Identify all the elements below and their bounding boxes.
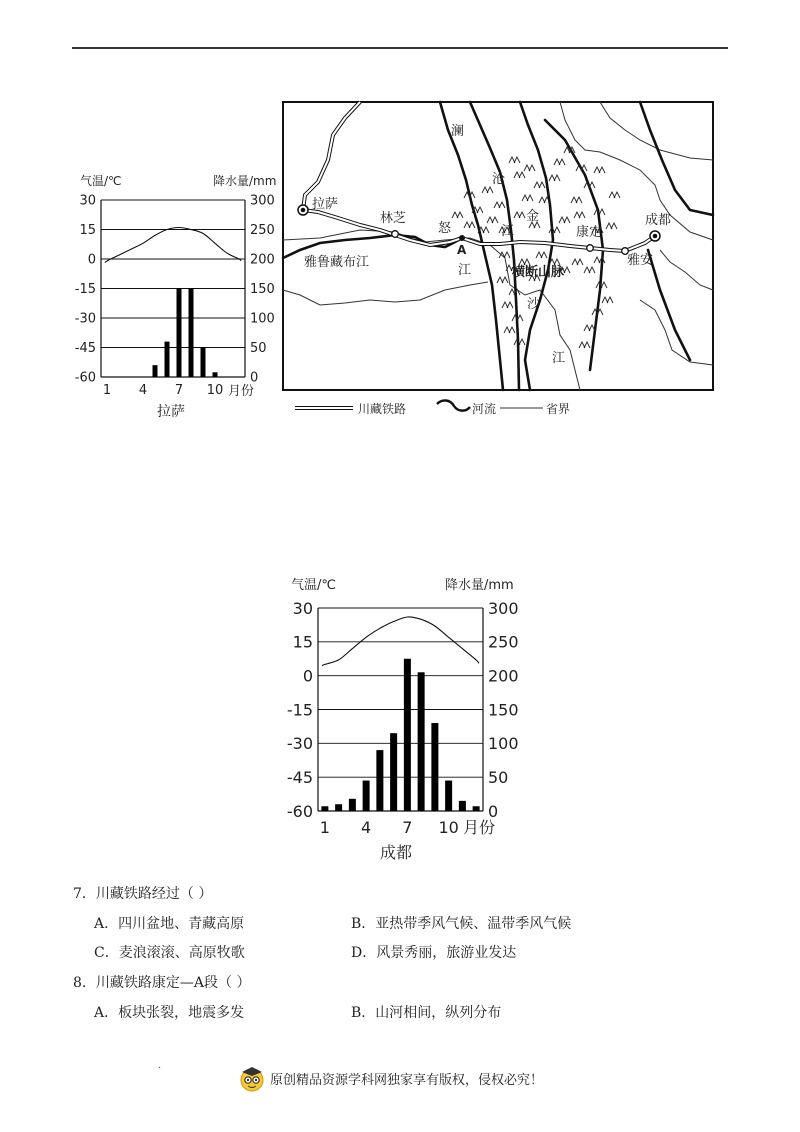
lhasa-precip-tick-label: 300 xyxy=(250,193,275,209)
chengdu-month-tick-label: 1 xyxy=(319,818,330,837)
question-7-option-d[interactable]: D．风景秀丽，旅游业发达 xyxy=(351,945,517,961)
chengdu-label: 成都 xyxy=(645,213,672,228)
question-7-stem: 7．川藏铁路经过（ ） xyxy=(73,886,213,902)
lhasa-precip-bar xyxy=(189,289,194,378)
lhasa-month-tick-label: 7 xyxy=(174,383,184,398)
lhasa-temp-tick-label: -45 xyxy=(74,341,96,357)
chengdu-month-tick-label: 7 xyxy=(402,818,413,837)
lhasa-precip-bar xyxy=(177,289,182,378)
lhasa-precip-unit-label: 降水量/mm xyxy=(213,174,277,188)
question-7-option-a[interactable]: A．四川盆地、青藏高原 xyxy=(94,916,245,932)
legend-river-symbol xyxy=(437,400,470,410)
chengdu-temp-tick-label: -60 xyxy=(286,801,313,821)
footer xyxy=(238,1064,543,1092)
lhasa-climate-chart xyxy=(62,168,282,428)
chengdu-month-ticks xyxy=(320,818,459,837)
nu-river-label-2: 江 xyxy=(458,263,472,278)
lhasa-precip-tick-label: 0 xyxy=(250,370,259,386)
lhasa-month-tick-label: 10 xyxy=(206,383,224,398)
chengdu-precip-tick-label: 100 xyxy=(488,734,519,754)
chengdu-temp-tick-label: 15 xyxy=(292,632,313,652)
chengdu-month-tick-label: 4 xyxy=(361,818,372,837)
chengdu-precip-ticks xyxy=(488,599,519,821)
lhasa-temp-line xyxy=(105,228,241,263)
chengdu-precip-tick-label: 0 xyxy=(488,801,499,821)
nyingchi-label: 林芝 xyxy=(380,211,407,226)
chengdu-precip-bar xyxy=(418,672,425,811)
chengdu-temp-tick-label: 0 xyxy=(302,666,313,686)
lhasa-precip-bar xyxy=(165,342,170,377)
chengdu-temp-curve xyxy=(322,617,479,666)
lhasa-precip-tick-label: 250 xyxy=(250,223,275,239)
chengdu-precip-bar xyxy=(404,659,411,811)
lhasa-temp-tick-label: -60 xyxy=(74,370,96,386)
chengdu-precip-tick-label: 250 xyxy=(488,632,519,652)
nyingchi-marker xyxy=(392,231,399,238)
lhasa-temp-ticks xyxy=(75,194,96,386)
chengdu-temp-ticks xyxy=(287,599,313,821)
lhasa-precip-tick-label: 100 xyxy=(250,311,275,327)
lancang-river-label-1: 澜 xyxy=(451,124,465,139)
lhasa-temp-tick-label: 30 xyxy=(79,193,96,209)
chengdu-precip-tick-label: 200 xyxy=(488,666,519,686)
question-7-option-b[interactable]: B．亚热带季风气候、温带季风气候 xyxy=(351,916,572,932)
chengdu-gridlines xyxy=(318,608,483,811)
chengdu-climate-chart xyxy=(280,572,520,872)
lhasa-month-tick-label: 4 xyxy=(138,383,148,398)
chengdu-precip-bar xyxy=(376,750,383,811)
lhasa-temp-tick-label: -30 xyxy=(74,311,96,327)
chengdu-precip-bar xyxy=(321,806,328,811)
legend-railway-label: 川藏铁路 xyxy=(358,402,407,416)
chengdu-precip-bar xyxy=(431,723,438,811)
chengdu-temp-unit-label: 气温/℃ xyxy=(291,578,336,593)
legend-river-label: 河流 xyxy=(472,402,497,416)
chengdu-precip-tick-label: 300 xyxy=(488,598,519,618)
header-rule xyxy=(72,47,728,49)
lhasa-month-tick-label: 1 xyxy=(102,383,112,398)
sichuan-tibet-railway-map xyxy=(280,100,718,422)
hengduan-mountains-label: 横断山脉 xyxy=(512,265,565,280)
lhasa-precip-bar xyxy=(153,365,158,377)
chengdu-precip-bars xyxy=(321,659,479,811)
lhasa-precip-bar xyxy=(201,348,206,378)
point-a-label: A xyxy=(457,243,467,257)
nu-river-label-1: 怒 xyxy=(438,221,452,236)
chengdu-precip-tick-label: 150 xyxy=(488,700,519,720)
question-8-option-b[interactable]: B．山河相间，纵列分布 xyxy=(351,1005,502,1021)
lhasa-temp-tick-label: 15 xyxy=(79,223,96,239)
lhasa-temp-curve xyxy=(105,228,241,263)
lhasa-precip-ticks xyxy=(250,194,275,386)
copyright-notice: 原创精品资源学科网独家享有版权，侵权必究！ xyxy=(270,1072,544,1088)
lhasa-precip-bar xyxy=(213,372,218,377)
footer-dot: . xyxy=(158,1060,162,1071)
chengdu-temp-tick-label: -45 xyxy=(286,767,313,787)
question-7-option-c[interactable]: C．麦浪滚滚、高原牧歌 xyxy=(94,945,245,961)
jinsha-river-label-3: 江 xyxy=(552,351,566,366)
lhasa-city-label: 拉萨 xyxy=(157,404,185,420)
lhasa-month-unit: 月份 xyxy=(228,384,255,399)
chengdu-precip-bar xyxy=(335,804,342,811)
lhasa-precip-bars xyxy=(153,289,218,378)
chengdu-precip-bar xyxy=(473,806,480,811)
lhasa-marker xyxy=(298,205,308,215)
mascot-icon xyxy=(238,1064,266,1092)
chengdu-precip-bar xyxy=(445,781,452,811)
lhasa-gridlines xyxy=(101,200,245,377)
lhasa-label: 拉萨 xyxy=(312,197,339,212)
jinsha-river-label-1: 金 xyxy=(526,209,540,224)
chengdu-temp-tick-label: -15 xyxy=(286,700,313,720)
map-legend xyxy=(295,400,570,416)
chengdu-month-unit: 月份 xyxy=(463,818,496,837)
chengdu-temp-tick-label: 30 xyxy=(292,598,313,618)
lhasa-precip-tick-label: 50 xyxy=(250,341,267,357)
lhasa-temp-tick-label: -15 xyxy=(74,282,96,298)
point-a-marker xyxy=(459,235,465,241)
kangding-label: 康定 xyxy=(576,225,603,240)
chengdu-precip-bar xyxy=(459,801,466,811)
lhasa-month-ticks xyxy=(103,383,223,398)
chengdu-temp-tick-label: -30 xyxy=(286,734,313,754)
chengdu-marker xyxy=(650,231,660,241)
chengdu-month-tick-label: 10 xyxy=(438,818,459,837)
chengdu-precip-bar xyxy=(390,733,397,811)
lancang-river-label-3: 江 xyxy=(501,224,515,239)
lhasa-precip-tick-label: 150 xyxy=(250,282,275,298)
lhasa-temp-tick-label: 0 xyxy=(87,252,96,268)
lancang-river-label-2: 沧 xyxy=(492,172,506,187)
lhasa-temp-unit-label: 气温/℃ xyxy=(80,174,122,188)
chengdu-precip-unit-label: 降水量/mm xyxy=(445,578,514,593)
lhasa-precip-tick-label: 200 xyxy=(250,252,275,268)
yaan-label: 雅安 xyxy=(627,253,654,268)
kangding-marker xyxy=(587,245,594,252)
question-8-stem: 8．川藏铁路康定—A段（ ） xyxy=(73,975,251,991)
chengdu-temp-line xyxy=(322,617,479,666)
chengdu-precip-tick-label: 50 xyxy=(488,767,509,787)
chengdu-city-label: 成都 xyxy=(380,843,413,862)
chengdu-precip-bar xyxy=(349,799,356,811)
chengdu-precip-bar xyxy=(363,781,370,811)
question-8-option-a[interactable]: A．板块张裂，地震多发 xyxy=(94,1005,245,1021)
legend-border-label: 省界 xyxy=(546,402,571,416)
jinsha-river-label-2: 沙 xyxy=(527,297,541,312)
yarlung-river-label: 雅鲁藏布江 xyxy=(304,255,370,270)
